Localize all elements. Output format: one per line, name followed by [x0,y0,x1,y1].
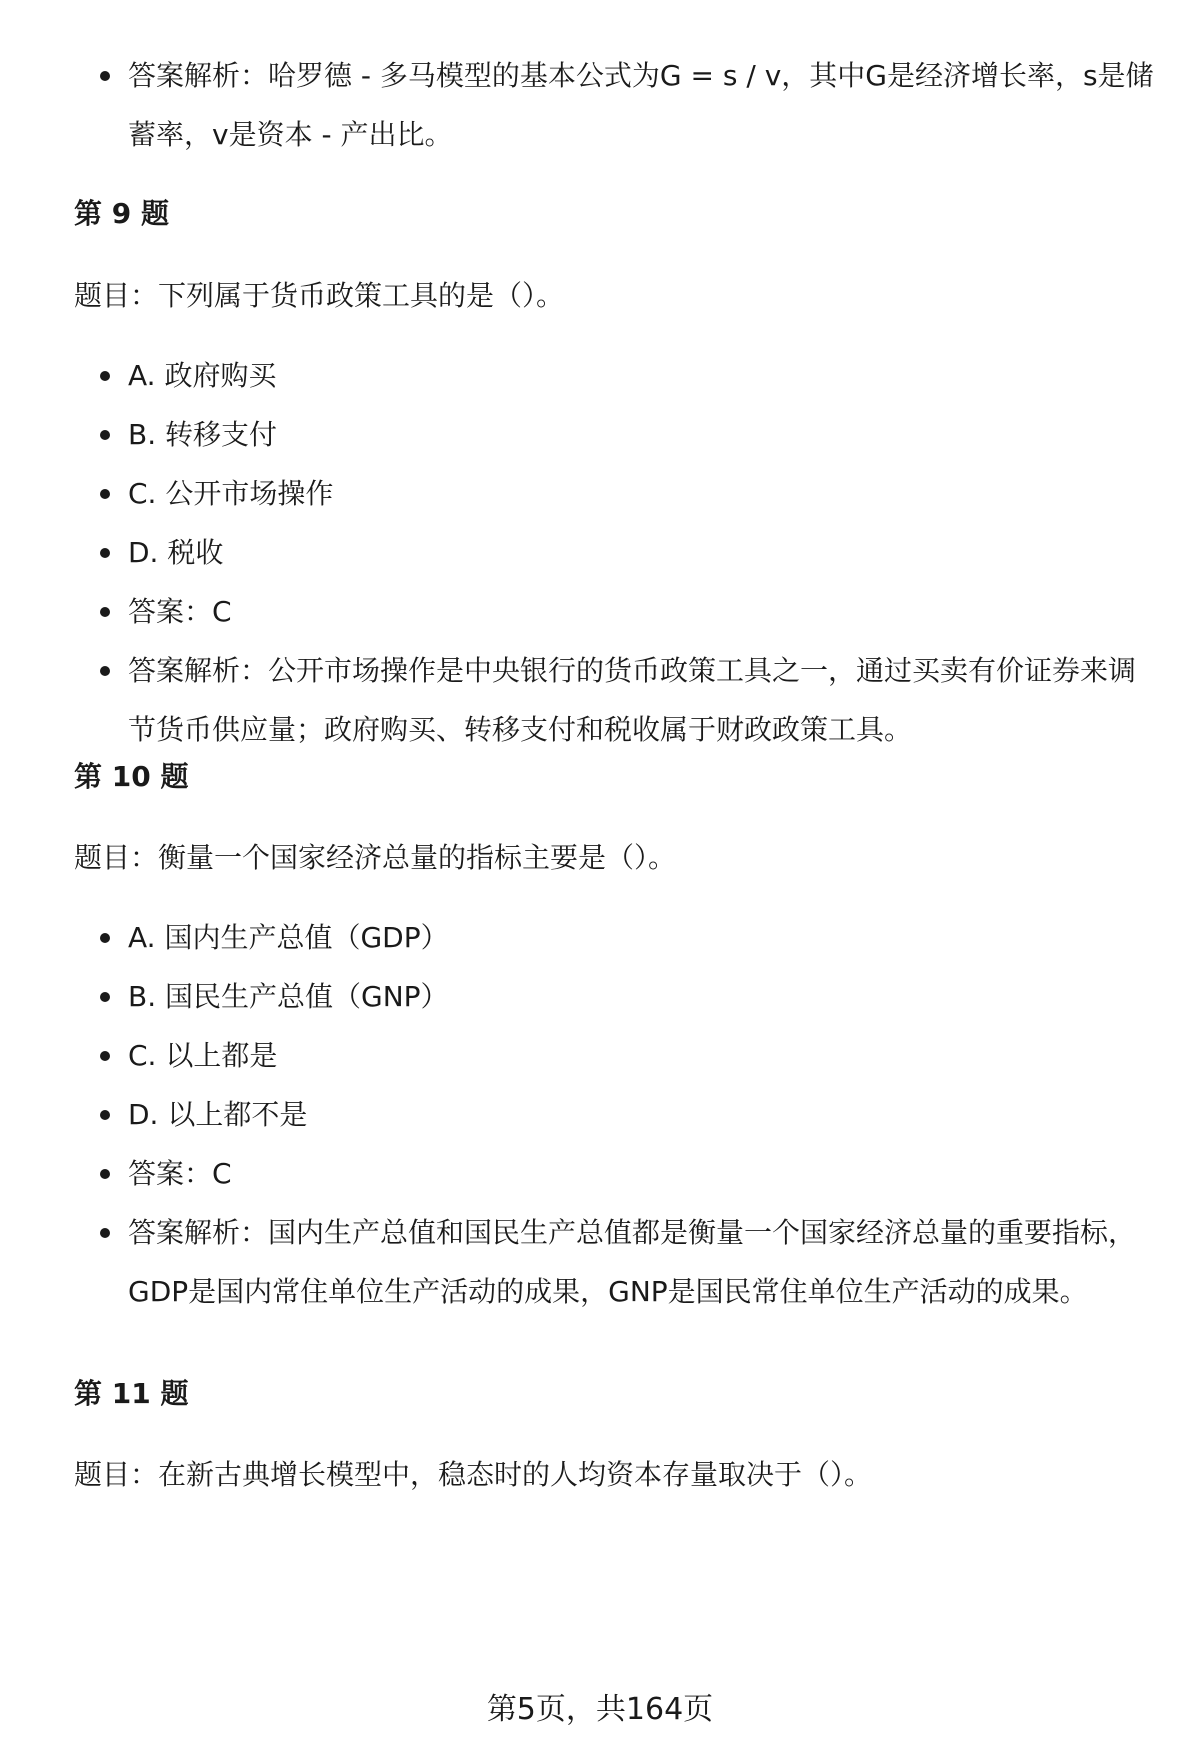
answer-analysis: 答案解析：哈罗德 - 多马模型的基本公式为G = s / v，其中G是经济增长率，s是储蓄率，v是资本 - 产出比。 [74,46,1154,164]
question-heading-10: 第 10 题 [74,760,189,793]
page-footer [0,1690,1200,1730]
question-stem-11: 题目：在新古典增长模型中，稳态时的人均资本存量取决于（）。 [74,1458,873,1491]
option-d: D. 以上都不是 [74,1085,1154,1144]
answer-line: 答案：C [74,582,1154,641]
answer-analysis: 答案解析：国内生产总值和国民生产总值都是衡量一个国家经济总量的重要指标，GDP是国内常住单位生产活动的成果，GNP是国民常住单位生产活动的成果。 [74,1203,1154,1321]
page-number: 第5页，共164页 [486,1692,714,1727]
option-c: C. 以上都是 [74,1026,1154,1085]
question-stem-10: 题目：衡量一个国家经济总量的指标主要是（）。 [74,841,677,874]
answer-line: 答案：C [74,1144,1154,1203]
option-d: D. 税收 [74,523,1154,582]
option-c: C. 公开市场操作 [74,464,1154,523]
options-list-9 [74,346,1154,759]
option-b: B. 转移支付 [74,405,1154,464]
prev-analysis-list [74,46,1154,164]
question-stem-9: 题目：下列属于货币政策工具的是（）。 [74,279,565,312]
option-a: A. 政府购买 [74,346,1154,405]
options-list-10 [74,908,1154,1321]
option-a: A. 国内生产总值（GDP） [74,908,1154,967]
answer-analysis: 答案解析：公开市场操作是中央银行的货币政策工具之一，通过买卖有价证券来调节货币供应量；政府购买、转移支付和税收属于财政政策工具。 [74,641,1154,759]
question-heading-11: 第 11 题 [74,1377,189,1410]
question-heading-9: 第 9 题 [74,197,169,230]
option-b: B. 国民生产总值（GNP） [74,967,1154,1026]
